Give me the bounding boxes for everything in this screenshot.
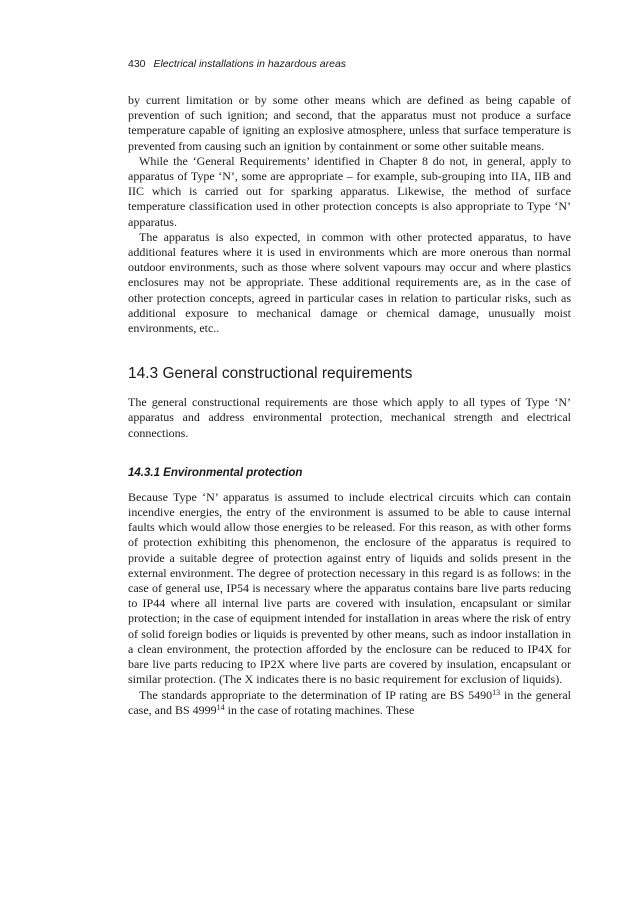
paragraph-3: The apparatus is also expected, in common with other protected apparatus, to have additional features where it is used in environments which are more onerous than normal outdoor environments, such as those where solvent vapours may occur and where plastics enclosures may not be appropriate. These additional requirements are, as in the case of other protection concepts, agreed in particular cases in relation to particular risks, such as additional exposure to mechanical damage or chemical damage, unusually moist environments, etc.. (128, 229, 571, 336)
running-title: Electrical installations in hazardous areas (153, 58, 347, 70)
section-heading: 14.3 General constructional requirements (128, 365, 413, 383)
paragraph-4: The general constructional requirements are those which apply to all types of Type ‘N’ apparatus and address environmental protection, mechanical strength and electrical connections. (128, 395, 571, 440)
paragraph-6 (128, 688, 571, 718)
paragraph-6-text-b: in the general case, and BS 4999 (128, 687, 571, 717)
book-page (128, 58, 571, 718)
page-number: 430 (128, 58, 146, 70)
reference-14: 14 (216, 702, 225, 712)
paragraph-6-text-c: in the case of rotating machines. These (224, 702, 415, 717)
paragraph-6-text-a: The standards appropriate to the determination of IP rating are BS 5490 (139, 687, 493, 702)
paragraph-2: While the ‘General Requirements’ identified in Chapter 8 do not, in general, apply to apparatus of Type ‘N’, some are appropriate – for example, sub-grouping into IIA, IIB and IIC which is carried out for sparking apparatus. Likewise, the method of surface temperature classification used in other protection concepts is also appropriate to Type ‘N’ apparatus. (128, 153, 571, 229)
running-header (128, 58, 571, 70)
reference-13: 13 (492, 687, 501, 697)
paragraph-5: Because Type ‘N’ apparatus is assumed to include electrical circuits which can contain incendive energies, the entry of the environment is assumed to be able to cause internal faults which would allow those energies to be released. For this reason, as with other forms of protection exhibiting this phenomenon, the enclosure of the apparatus is required to provide a suitable degree of protection against entry of liquids and solids present in the external environment. The degree of protection necessary in this regard is as follows: in the case of general use, IP54 is necessary where the apparatus contains bare live parts reducing to IP44 where all internal live parts are covered with insulation, encapsulant or similar protection; in the case of equipment intended for installation in areas where the risk of entry of solid foreign bodies or liquids is prevented by other means, such as indoor installation in a clean environment, the protection afforded by the enclosure can be reduced to IP4X for bare live parts reducing to IP2X where live parts are covered by insulation, encapsulant or similar protection. (The X indicates there is no basic requirement for exclusion of liquids). (128, 489, 571, 687)
paragraph-1: by current limitation or by some other means which are defined as being capable of prevention of such ignition; and second, that the apparatus must not produce a surface temperature capable of igniting an explosive atmosphere, unless that surface temperature is prevented from causing such an ignition by containment or some other suitable means. (128, 93, 571, 153)
subsection-heading: 14.3.1 Environmental protection (128, 466, 303, 479)
